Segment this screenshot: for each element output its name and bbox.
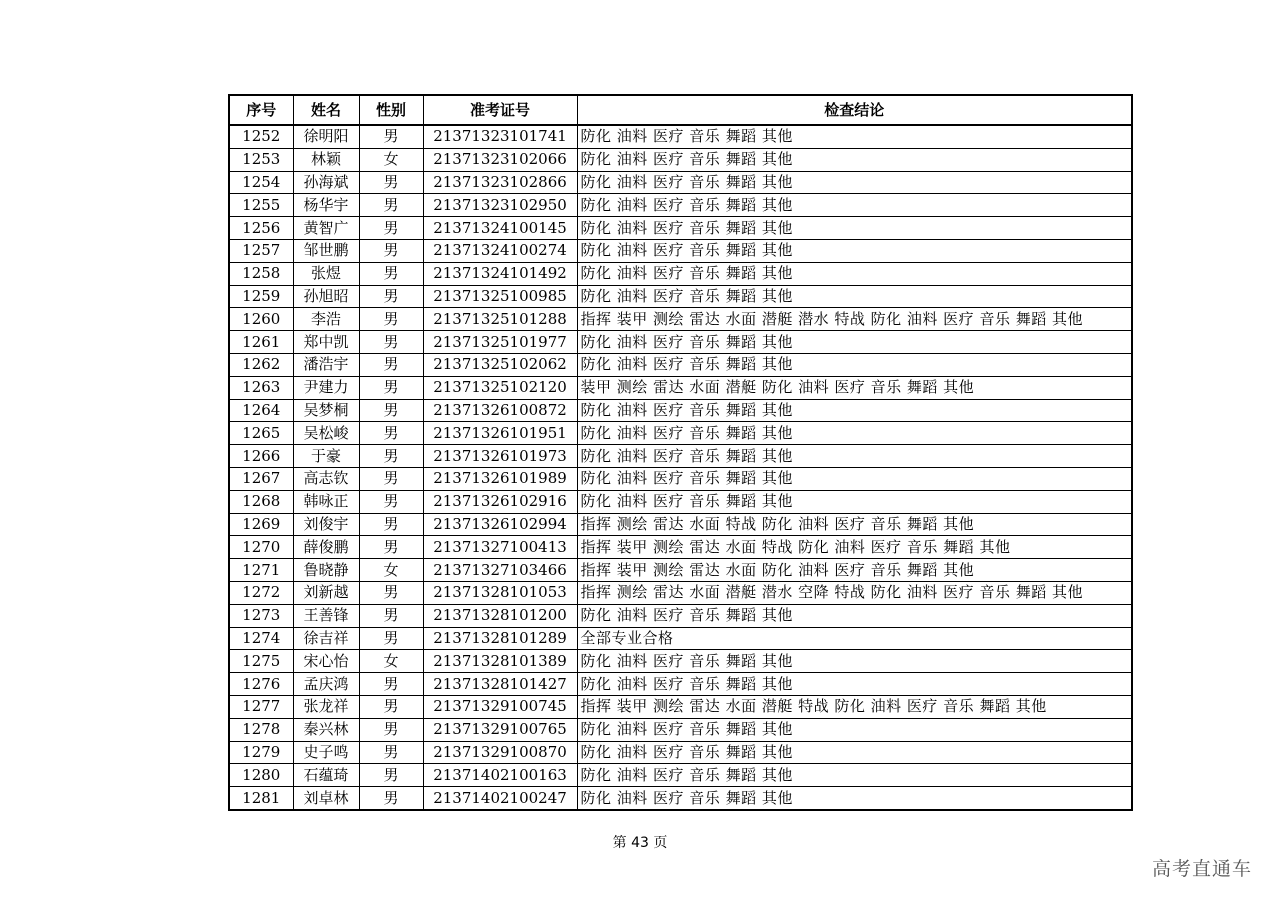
- cell-result: 防化 油料 医疗 音乐 舞蹈 其他: [577, 787, 1132, 810]
- cell-exam-id: 21371327100413: [423, 536, 577, 559]
- table-row: [229, 148, 1132, 171]
- cell-result: 防化 油料 医疗 音乐 舞蹈 其他: [577, 764, 1132, 787]
- cell-name: 高志钦: [293, 467, 359, 490]
- cell-exam-id: 21371325101977: [423, 331, 577, 354]
- cell-gender: 男: [359, 718, 423, 741]
- cell-name: 韩咏正: [293, 490, 359, 513]
- cell-result: 防化 油料 医疗 音乐 舞蹈 其他: [577, 445, 1132, 468]
- cell-gender: 男: [359, 194, 423, 217]
- cell-result: 防化 油料 医疗 音乐 舞蹈 其他: [577, 285, 1132, 308]
- cell-serial: 1253: [229, 148, 293, 171]
- table-row: [229, 650, 1132, 673]
- cell-name: 张煜: [293, 262, 359, 285]
- cell-serial: 1268: [229, 490, 293, 513]
- cell-exam-id: 21371402100163: [423, 764, 577, 787]
- cell-gender: 男: [359, 513, 423, 536]
- table-row: [229, 445, 1132, 468]
- cell-gender: 男: [359, 125, 423, 148]
- cell-result: 防化 油料 医疗 音乐 舞蹈 其他: [577, 650, 1132, 673]
- cell-serial: 1269: [229, 513, 293, 536]
- cell-serial: 1254: [229, 171, 293, 194]
- table-row: [229, 581, 1132, 604]
- cell-gender: 男: [359, 308, 423, 331]
- cell-name: 孙旭昭: [293, 285, 359, 308]
- cell-exam-id: 21371324100145: [423, 217, 577, 240]
- cell-serial: 1273: [229, 604, 293, 627]
- cell-gender: 男: [359, 490, 423, 513]
- cell-gender: 男: [359, 331, 423, 354]
- cell-gender: 男: [359, 627, 423, 650]
- cell-name: 张龙祥: [293, 695, 359, 718]
- cell-name: 徐吉祥: [293, 627, 359, 650]
- cell-exam-id: 21371323102950: [423, 194, 577, 217]
- table-row: [229, 308, 1132, 331]
- table-row: [229, 718, 1132, 741]
- cell-result: 防化 油料 医疗 音乐 舞蹈 其他: [577, 331, 1132, 354]
- cell-result: 指挥 装甲 测绘 雷达 水面 防化 油料 医疗 音乐 舞蹈 其他: [577, 559, 1132, 582]
- table-row: [229, 353, 1132, 376]
- cell-serial: 1263: [229, 376, 293, 399]
- table-row: [229, 331, 1132, 354]
- header-row: [229, 95, 1132, 125]
- cell-result: 防化 油料 医疗 音乐 舞蹈 其他: [577, 353, 1132, 376]
- header-serial: 序号: [229, 95, 293, 125]
- cell-exam-id: 21371402100247: [423, 787, 577, 810]
- table-row: [229, 627, 1132, 650]
- cell-serial: 1277: [229, 695, 293, 718]
- cell-gender: 男: [359, 604, 423, 627]
- cell-exam-id: 21371326101951: [423, 422, 577, 445]
- cell-exam-id: 21371325100985: [423, 285, 577, 308]
- cell-gender: 男: [359, 581, 423, 604]
- cell-name: 石蕴琦: [293, 764, 359, 787]
- table-row: [229, 125, 1132, 148]
- cell-serial: 1264: [229, 399, 293, 422]
- cell-serial: 1267: [229, 467, 293, 490]
- cell-result: 防化 油料 医疗 音乐 舞蹈 其他: [577, 673, 1132, 696]
- cell-name: 杨华宇: [293, 194, 359, 217]
- table-row: [229, 217, 1132, 240]
- cell-name: 刘卓林: [293, 787, 359, 810]
- cell-result: 防化 油料 医疗 音乐 舞蹈 其他: [577, 604, 1132, 627]
- cell-gender: 男: [359, 171, 423, 194]
- cell-serial: 1276: [229, 673, 293, 696]
- cell-result: 装甲 测绘 雷达 水面 潜艇 防化 油料 医疗 音乐 舞蹈 其他: [577, 376, 1132, 399]
- cell-exam-id: 21371323102066: [423, 148, 577, 171]
- cell-name: 鲁晓静: [293, 559, 359, 582]
- cell-exam-id: 21371328101427: [423, 673, 577, 696]
- cell-serial: 1275: [229, 650, 293, 673]
- table-row: [229, 536, 1132, 559]
- table-body: [229, 125, 1132, 810]
- cell-serial: 1274: [229, 627, 293, 650]
- cell-gender: 男: [359, 422, 423, 445]
- cell-exam-id: 21371326101973: [423, 445, 577, 468]
- cell-gender: 女: [359, 148, 423, 171]
- cell-gender: 男: [359, 467, 423, 490]
- cell-serial: 1252: [229, 125, 293, 148]
- cell-name: 林颖: [293, 148, 359, 171]
- cell-exam-id: 21371328101053: [423, 581, 577, 604]
- cell-serial: 1271: [229, 559, 293, 582]
- cell-exam-id: 21371324101492: [423, 262, 577, 285]
- cell-gender: 男: [359, 376, 423, 399]
- table-row: [229, 239, 1132, 262]
- cell-name: 孟庆鸿: [293, 673, 359, 696]
- cell-gender: 女: [359, 559, 423, 582]
- cell-serial: 1281: [229, 787, 293, 810]
- cell-gender: 男: [359, 285, 423, 308]
- cell-gender: 男: [359, 741, 423, 764]
- cell-exam-id: 21371326101989: [423, 467, 577, 490]
- table-row: [229, 604, 1132, 627]
- cell-result: 防化 油料 医疗 音乐 舞蹈 其他: [577, 718, 1132, 741]
- cell-serial: 1261: [229, 331, 293, 354]
- cell-gender: 男: [359, 217, 423, 240]
- cell-name: 刘新越: [293, 581, 359, 604]
- cell-serial: 1265: [229, 422, 293, 445]
- cell-exam-id: 21371324100274: [423, 239, 577, 262]
- cell-gender: 男: [359, 695, 423, 718]
- cell-serial: 1278: [229, 718, 293, 741]
- table-row: [229, 764, 1132, 787]
- cell-result: 防化 油料 医疗 音乐 舞蹈 其他: [577, 125, 1132, 148]
- cell-result: 防化 油料 医疗 音乐 舞蹈 其他: [577, 171, 1132, 194]
- cell-name: 黄智广: [293, 217, 359, 240]
- cell-exam-id: 21371328101289: [423, 627, 577, 650]
- cell-gender: 男: [359, 445, 423, 468]
- page-number: 第 43 页: [612, 835, 668, 851]
- cell-serial: 1266: [229, 445, 293, 468]
- table-row: [229, 467, 1132, 490]
- cell-exam-id: 21371323102866: [423, 171, 577, 194]
- cell-serial: 1255: [229, 194, 293, 217]
- cell-serial: 1262: [229, 353, 293, 376]
- table-row: [229, 422, 1132, 445]
- table-row: [229, 559, 1132, 582]
- cell-exam-id: 21371328101389: [423, 650, 577, 673]
- cell-exam-id: 21371325102062: [423, 353, 577, 376]
- header-name: 姓名: [293, 95, 359, 125]
- table-row: [229, 673, 1132, 696]
- table-row: [229, 787, 1132, 810]
- table-row: [229, 695, 1132, 718]
- cell-name: 史子鸣: [293, 741, 359, 764]
- table-row: [229, 741, 1132, 764]
- cell-name: 邹世鹏: [293, 239, 359, 262]
- cell-gender: 男: [359, 399, 423, 422]
- cell-gender: 女: [359, 650, 423, 673]
- cell-gender: 男: [359, 239, 423, 262]
- cell-exam-id: 21371326102916: [423, 490, 577, 513]
- cell-serial: 1272: [229, 581, 293, 604]
- table-row: [229, 513, 1132, 536]
- cell-serial: 1257: [229, 239, 293, 262]
- cell-gender: 男: [359, 764, 423, 787]
- cell-result: 防化 油料 医疗 音乐 舞蹈 其他: [577, 148, 1132, 171]
- cell-result: 防化 油料 医疗 音乐 舞蹈 其他: [577, 399, 1132, 422]
- table-row: [229, 285, 1132, 308]
- cell-serial: 1279: [229, 741, 293, 764]
- cell-name: 王善锋: [293, 604, 359, 627]
- table-row: [229, 490, 1132, 513]
- cell-result: 防化 油料 医疗 音乐 舞蹈 其他: [577, 422, 1132, 445]
- table-row: [229, 376, 1132, 399]
- cell-result: 防化 油料 医疗 音乐 舞蹈 其他: [577, 262, 1132, 285]
- cell-result: 防化 油料 医疗 音乐 舞蹈 其他: [577, 217, 1132, 240]
- cell-exam-id: 21371325101288: [423, 308, 577, 331]
- header-gender: 性别: [359, 95, 423, 125]
- cell-name: 刘俊宇: [293, 513, 359, 536]
- cell-name: 吴松峻: [293, 422, 359, 445]
- cell-result: 防化 油料 医疗 音乐 舞蹈 其他: [577, 741, 1132, 764]
- cell-result: 防化 油料 医疗 音乐 舞蹈 其他: [577, 239, 1132, 262]
- cell-serial: 1270: [229, 536, 293, 559]
- cell-name: 薛俊鹏: [293, 536, 359, 559]
- cell-name: 郑中凯: [293, 331, 359, 354]
- table-row: [229, 399, 1132, 422]
- cell-result: 指挥 装甲 测绘 雷达 水面 潜艇 潜水 特战 防化 油料 医疗 音乐 舞蹈 其他: [577, 308, 1132, 331]
- table-row: [229, 171, 1132, 194]
- cell-result: 防化 油料 医疗 音乐 舞蹈 其他: [577, 194, 1132, 217]
- cell-exam-id: 21371328101200: [423, 604, 577, 627]
- cell-serial: 1260: [229, 308, 293, 331]
- cell-result: 指挥 测绘 雷达 水面 特战 防化 油料 医疗 音乐 舞蹈 其他: [577, 513, 1132, 536]
- cell-name: 李浩: [293, 308, 359, 331]
- header-result: 检查结论: [577, 95, 1132, 125]
- cell-gender: 男: [359, 262, 423, 285]
- cell-serial: 1280: [229, 764, 293, 787]
- cell-result: 防化 油料 医疗 音乐 舞蹈 其他: [577, 490, 1132, 513]
- cell-exam-id: 21371329100870: [423, 741, 577, 764]
- cell-name: 尹建力: [293, 376, 359, 399]
- cell-name: 宋心怡: [293, 650, 359, 673]
- cell-exam-id: 21371327103466: [423, 559, 577, 582]
- cell-name: 吴梦桐: [293, 399, 359, 422]
- header-exam-id: 准考证号: [423, 95, 577, 125]
- cell-name: 于豪: [293, 445, 359, 468]
- cell-exam-id: 21371329100765: [423, 718, 577, 741]
- cell-gender: 男: [359, 787, 423, 810]
- results-table: [228, 94, 1133, 811]
- cell-exam-id: 21371329100745: [423, 695, 577, 718]
- cell-exam-id: 21371325102120: [423, 376, 577, 399]
- cell-result: 指挥 测绘 雷达 水面 潜艇 潜水 空降 特战 防化 油料 医疗 音乐 舞蹈 其他: [577, 581, 1132, 604]
- cell-result: 指挥 装甲 测绘 雷达 水面 特战 防化 油料 医疗 音乐 舞蹈 其他: [577, 536, 1132, 559]
- table-row: [229, 194, 1132, 217]
- cell-exam-id: 21371326100872: [423, 399, 577, 422]
- cell-name: 秦兴林: [293, 718, 359, 741]
- cell-exam-id: 21371323101741: [423, 125, 577, 148]
- watermark-logo-text: 高考直通车: [1151, 858, 1252, 880]
- cell-exam-id: 21371326102994: [423, 513, 577, 536]
- cell-gender: 男: [359, 353, 423, 376]
- table-row: [229, 262, 1132, 285]
- cell-result: 指挥 装甲 测绘 雷达 水面 潜艇 特战 防化 油料 医疗 音乐 舞蹈 其他: [577, 695, 1132, 718]
- cell-serial: 1256: [229, 217, 293, 240]
- cell-serial: 1259: [229, 285, 293, 308]
- cell-gender: 男: [359, 536, 423, 559]
- cell-serial: 1258: [229, 262, 293, 285]
- table-header: [229, 95, 1132, 125]
- cell-result: 全部专业合格: [577, 627, 1132, 650]
- cell-name: 徐明阳: [293, 125, 359, 148]
- cell-name: 孙海斌: [293, 171, 359, 194]
- cell-gender: 男: [359, 673, 423, 696]
- cell-result: 防化 油料 医疗 音乐 舞蹈 其他: [577, 467, 1132, 490]
- cell-name: 潘浩宇: [293, 353, 359, 376]
